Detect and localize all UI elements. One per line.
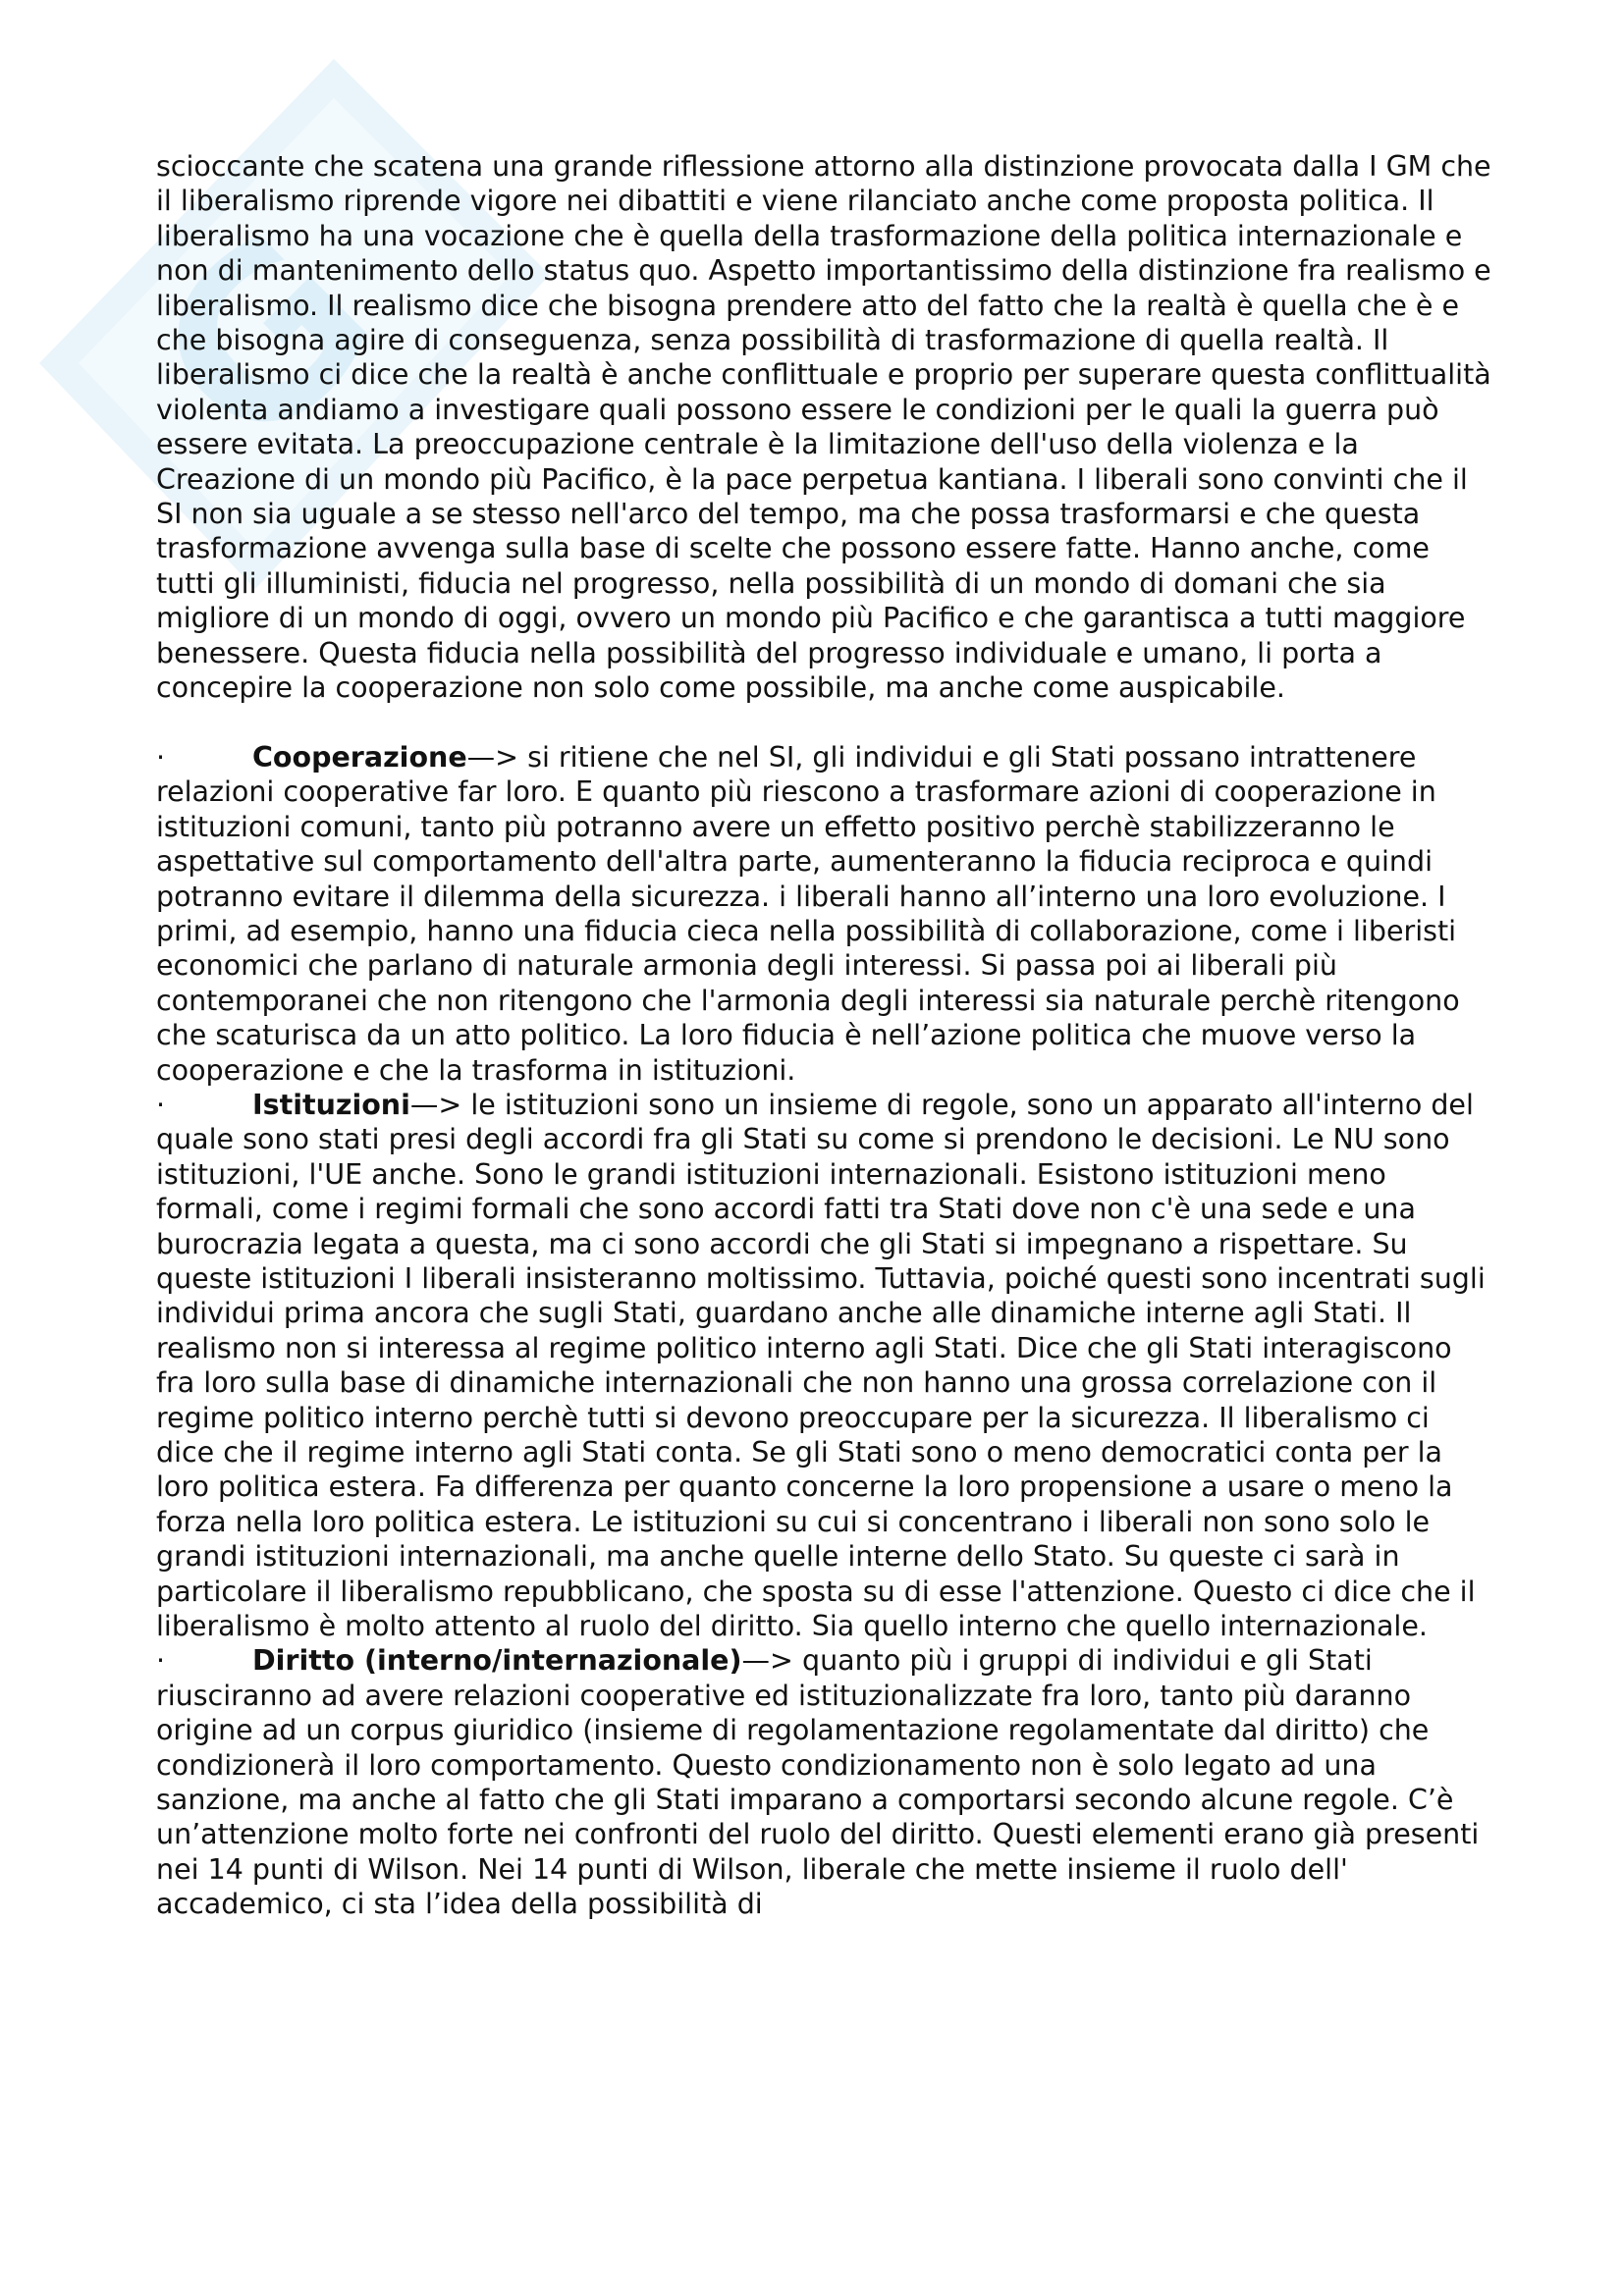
bullet-cooperazione [156, 740, 1491, 1088]
bullet-mark: · [156, 740, 166, 774]
intro-paragraph: scioccante che scatena una grande riflessione attorno alla distinzione provocata dalla I GM che il liberalismo riprende vigore nei dibattiti e viene rilanciato anche come proposta politica. Il liberalismo ha una vocazione che è quella della trasformazione della politica internazionale e non di mantenimento dello status quo. Aspetto importantissimo della distinzione fra realismo e liberalismo. Il realismo dice che bisogna prendere atto del fatto che la realtà è quella che è e che bisogna agire di conseguenza, senza possibilità di trasformazione di quella realtà. Il liberalismo ci dice che la realtà è anche conflittuale e proprio per superare questa conflittualità violenta andiamo a investigare quali possono essere le condizioni per le quali la guerra può essere evitata. La preoccupazione centrale è la limitazione dell'uso della violenza e la Creazione di un mondo più Pacifico, è la pace perpetua kantiana. I liberali sono convinti che il SI non sia uguale a se stesso nell'arco del tempo, ma che possa trasformarsi e che questa trasformazione avvenga sulla base di scelte che possono essere fatte. Hanno anche, come tutti gli illuministi, fiducia nel progresso, nella possibilità di un mondo di domani che sia migliore di un mondo di oggi, ovvero un mondo più Pacifico e che garantisca a tutti maggiore benessere. Questa fiducia nella possibilità del progresso individuale e umano, li porta a concepire la cooperazione non solo come possibile, ma anche come auspicabile. [156, 150, 1491, 705]
bullet-text-diritto: —> quanto più i gruppi di individui e gli Stati riusciranno ad avere relazioni cooperative ed istituzionalizzate fra loro, tanto più daranno origine ad un corpus giuridico (insieme di regolamentazione regolamentate dal diritto) che condizionerà il loro comportamento. Questo condizionamento non è solo legato ad una sanzione, ma anche al fatto che gli Stati imparano a comportarsi secondo alcune regole. C’è un’attenzione molto forte nei confronti del ruolo del diritto. Questi elementi erano già presenti nei 14 punti di Wilson. Nei 14 punti di Wilson, liberale che mette insieme il ruolo dell' accademico, ci sta l’idea della possibilità di [156, 1644, 1480, 1921]
bullet-mark: · [156, 1088, 166, 1121]
bullet-term-istituzioni: Istituzioni [252, 1088, 410, 1121]
bullet-istituzioni [156, 1088, 1491, 1644]
bullet-text-istituzioni: —> le istituzioni sono un insieme di regole, sono un apparato all'interno del quale sono stati presi degli accordi fra gli Stati su come si prendono le decisioni. Le NU sono istituzioni, l'UE anche. Sono le grandi istituzioni internazionali. Esistono istituzioni meno formali, come i regimi formali che sono accordi fatti tra Stati dove non c'è una sede e una burocrazia legata a questa, ma ci sono accordi che gli Stati si impegnano a rispettare. Su queste istituzioni I liberali insisteranno moltissimo. Tuttavia, poiché questi sono incentrati sugli individui prima ancora che sugli Stati, guardano anche alle dinamiche interne agli Stati. Il realismo non si interessa al regime politico interno agli Stati. Dice che gli Stati interagiscono fra loro sulla base di dinamiche internazionali che non hanno una grossa correlazione con il regime politico interno perchè tutti si devono preoccupare per la sicurezza. Il liberalismo ci dice che il regime interno agli Stati conta. Se gli Stati sono o meno democratici conta per la loro politica estera. Fa differenza per quanto concerne la loro propensione a usare o meno la forza nella loro politica estera. Le istituzioni su cui si concentrano i liberali non sono solo le grandi istituzioni internazionali, ma anche quelle interne dello Stato. Su queste ci sarà in particolare il liberalismo repubblicano, che sposta su di esse l'attenzione. Questo ci dice che il liberalismo è molto attento al ruolo del diritto. Sia quello interno che quello internazionale. [156, 1088, 1486, 1643]
paragraph-spacer [156, 706, 1491, 740]
bullet-mark: · [156, 1644, 166, 1678]
bullet-diritto [156, 1643, 1491, 1921]
bullet-term-diritto: Diritto (interno/internazionale) [252, 1644, 742, 1678]
bullet-text-cooperazione: —> si ritiene che nel SI, gli individui e gli Stati possano intrattenere relazioni cooperative far loro. E quanto più riescono a trasformare azioni di cooperazione in istituzioni comuni, tanto più potranno avere un effetto positivo perchè stabilizzeranno le aspettative sul comportamento dell'altra parte, aumenteranno la fiducia reciproca e quindi potranno evitare il dilemma della sicurezza. i liberali hanno all’interno una loro evoluzione. I primi, ad esempio, hanno una fiducia cieca nella possibilità di collaborazione, come i liberisti economici che parlano di naturale armonia degli interessi. Si passa poi ai liberali più contemporanei che non ritengono che l'armonia degli interessi sia naturale perchè ritengono che scaturisca da un atto politico. La loro fiducia è nell’azione politica che muove verso la cooperazione e che la trasforma in istituzioni. [156, 740, 1460, 1087]
bullet-term-cooperazione: Cooperazione [252, 740, 467, 774]
svg-text:G: G [108, 182, 425, 499]
document-body [156, 149, 1491, 1922]
